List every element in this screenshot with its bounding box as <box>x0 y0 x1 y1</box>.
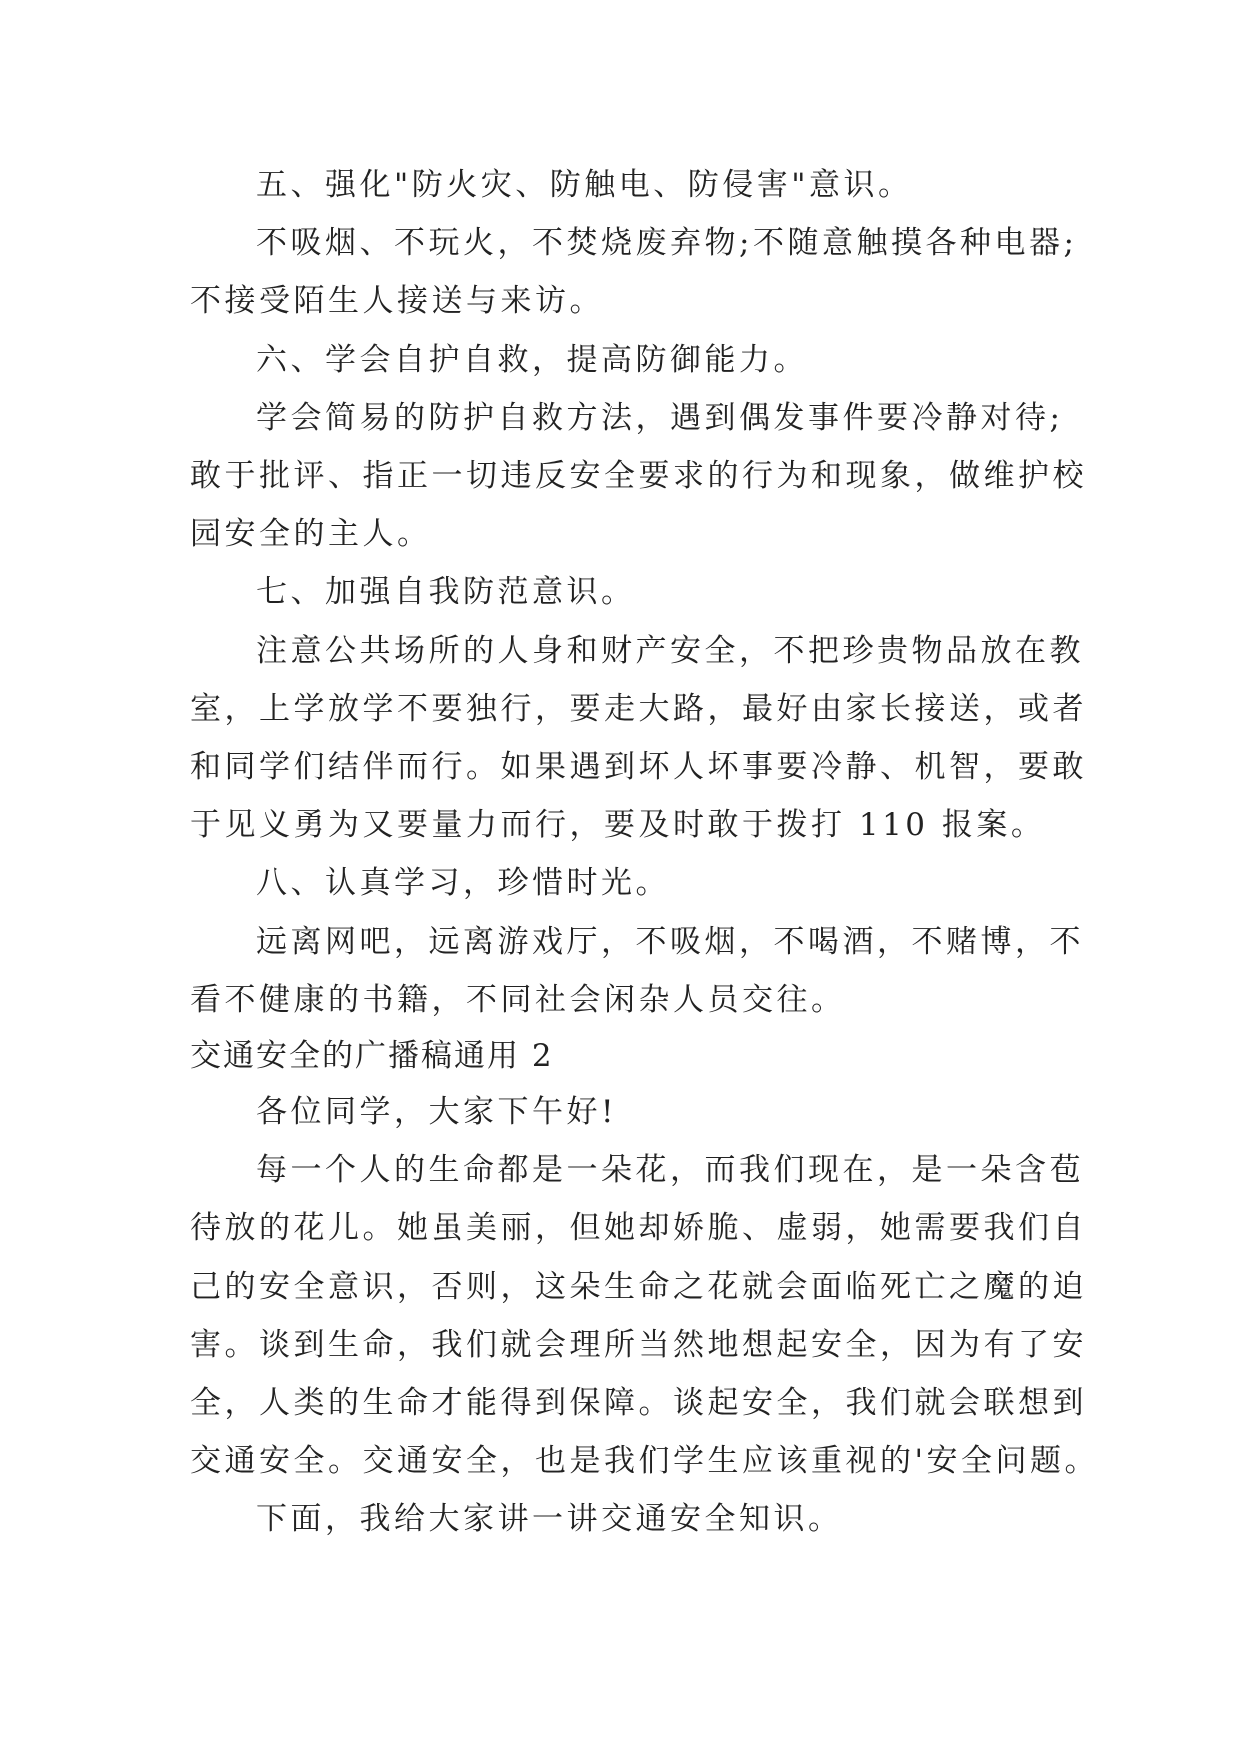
paragraph-line: 害。谈到生命，我们就会理所当然地想起安全，因为有了安 <box>190 1327 1087 1363</box>
paragraph-line: 学会简易的防护自救方法，遇到偶发事件要冷静对待; <box>256 400 1064 436</box>
paragraph-line: 己的安全意识，否则，这朵生命之花就会面临死亡之魔的迫 <box>190 1269 1087 1305</box>
paragraph-line: 待放的花儿。她虽美丽，但她却娇脆、虚弱，她需要我们自 <box>190 1210 1087 1246</box>
paragraph-line: 下面，我给大家讲一讲交通安全知识。 <box>256 1501 843 1537</box>
paragraph-line: 远离网吧，远离游戏厅，不吸烟，不喝酒，不赌博，不 <box>256 924 1084 960</box>
paragraph-line: 看不健康的书籍，不同社会闲杂人员交往。 <box>190 982 846 1018</box>
paragraph-line: 全，人类的生命才能得到保障。谈起安全，我们就会联想到 <box>190 1385 1087 1421</box>
paragraph-line: 每一个人的生命都是一朵花，而我们现在，是一朵含苞 <box>256 1152 1084 1188</box>
paragraph-line: 交通安全。交通安全，也是我们学生应该重视的'安全问题。 <box>190 1443 1100 1479</box>
paragraph-line: 和同学们结伴而行。如果遇到坏人坏事要冷静、机智，要敢 <box>190 749 1087 785</box>
section-heading-8: 八、认真学习，珍惜时光。 <box>256 865 670 901</box>
paragraph-line: 不接受陌生人接送与来访。 <box>190 283 604 319</box>
paragraph-line: 敢于批评、指正一切违反安全要求的行为和现象，做维护校 <box>190 458 1087 494</box>
paragraph-line: 于见义勇为又要量力而行，要及时敢于拨打 110 报案。 <box>190 807 1046 843</box>
greeting-line: 各位同学，大家下午好! <box>256 1094 617 1130</box>
paragraph-line: 不吸烟、不玩火，不焚烧废弃物;不随意触摸各种电器; <box>256 225 1078 261</box>
paragraph-line: 室，上学放学不要独行，要走大路，最好由家长接送，或者 <box>190 691 1087 727</box>
document-title: 交通安全的广播稿通用 2 <box>190 1038 554 1074</box>
paragraph-line: 园安全的主人。 <box>190 516 432 552</box>
paragraph-line: 注意公共场所的人身和财产安全，不把珍贵物品放在教 <box>256 633 1084 669</box>
section-heading-6: 六、学会自护自救，提高防御能力。 <box>256 342 808 378</box>
section-heading-5: 五、强化"防火灾、防触电、防侵害"意识。 <box>256 167 913 203</box>
section-heading-7: 七、加强自我防范意识。 <box>256 574 636 610</box>
